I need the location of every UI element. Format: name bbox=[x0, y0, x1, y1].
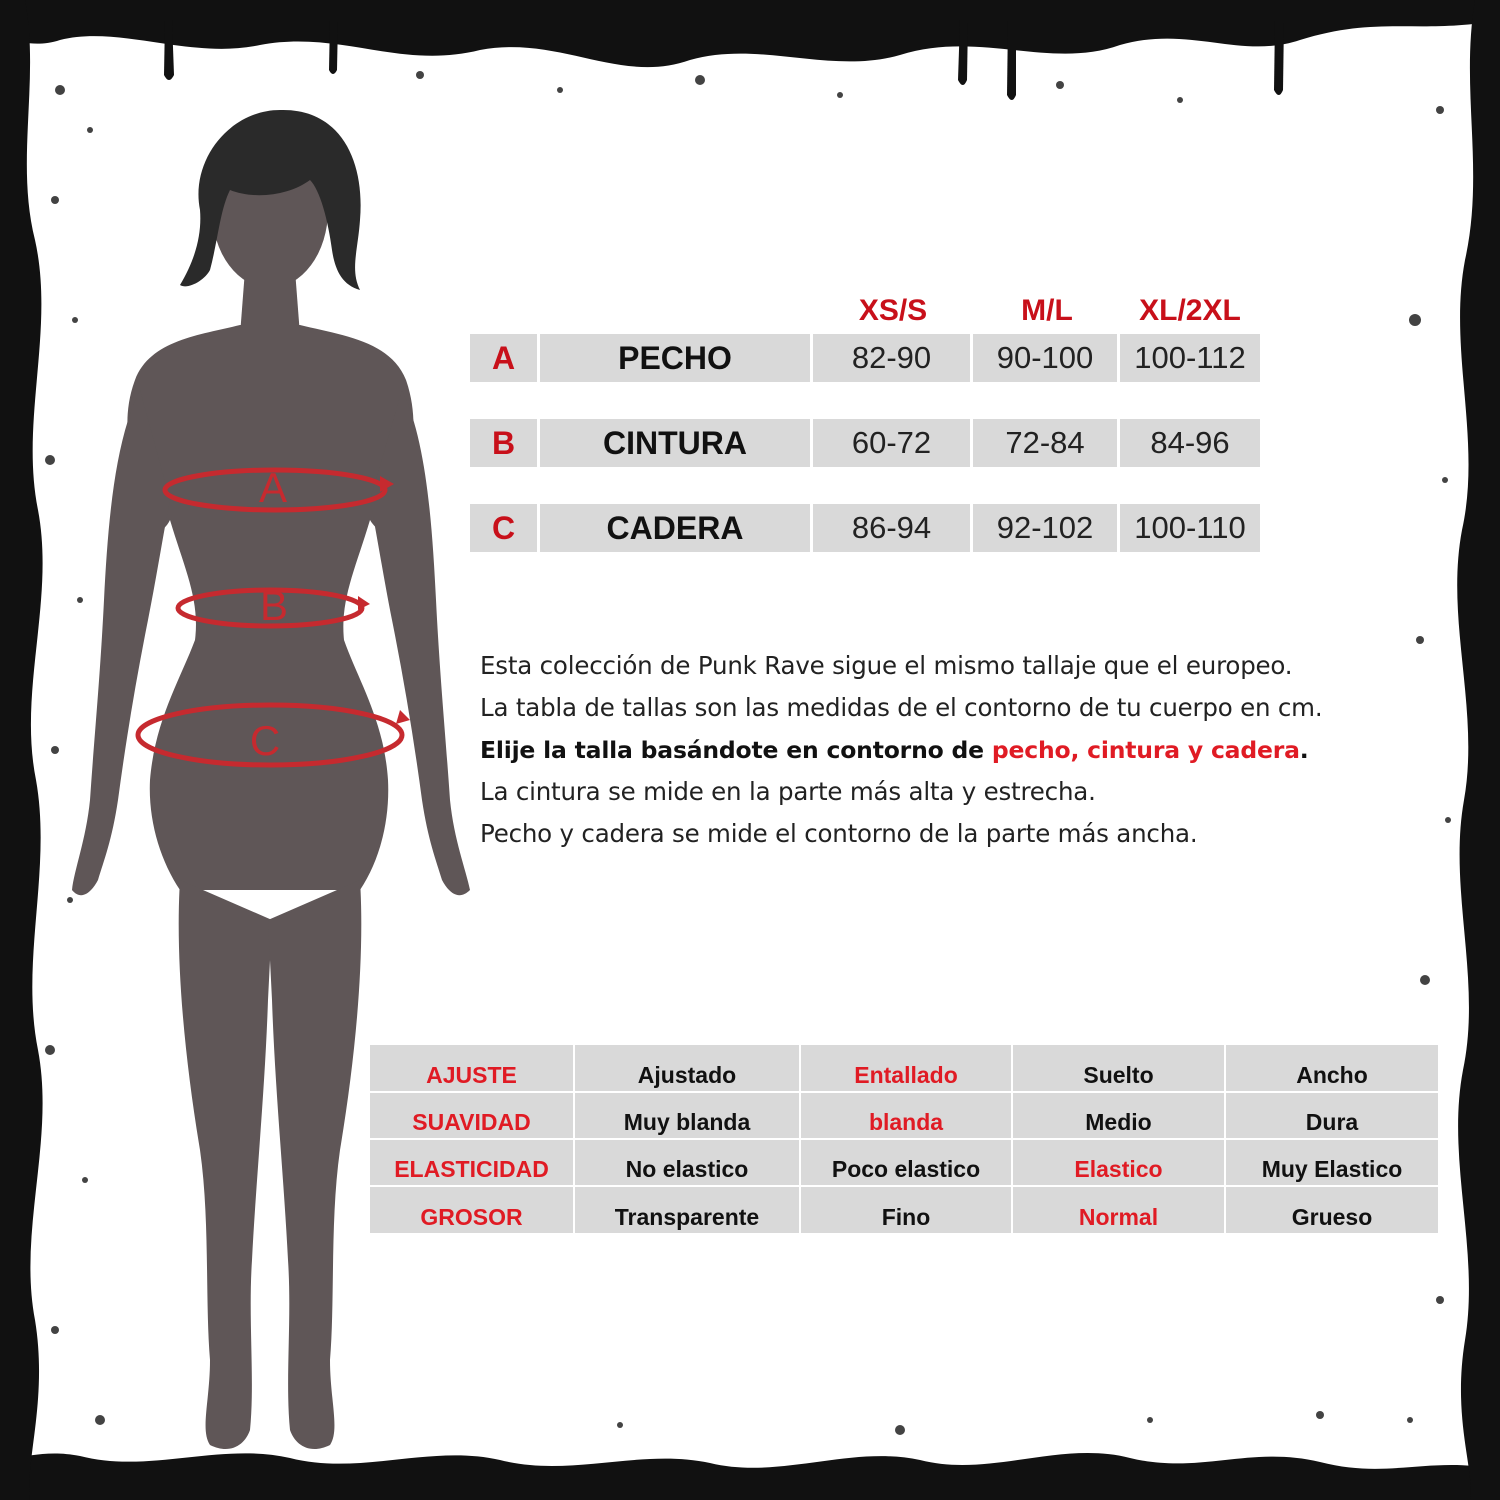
label-a: A bbox=[258, 464, 288, 511]
size-m-l: M/L bbox=[1021, 294, 1073, 327]
row-value: 84-96 bbox=[1150, 425, 1230, 460]
property-option: Transparente bbox=[574, 1186, 800, 1233]
body-silhouette bbox=[60, 100, 490, 1460]
size-row-cadera bbox=[470, 504, 1260, 552]
size-header bbox=[470, 290, 1260, 334]
property-option: Dura bbox=[1225, 1092, 1438, 1139]
label-b: B bbox=[259, 582, 289, 629]
row-value: 90-100 bbox=[973, 334, 1120, 382]
property-label: AJUSTE bbox=[370, 1045, 574, 1092]
row-letter: A bbox=[470, 334, 540, 382]
row-value: 100-112 bbox=[1134, 340, 1246, 375]
row-name: PECHO bbox=[540, 334, 813, 382]
row-letter: C bbox=[470, 504, 540, 552]
property-option: Medio bbox=[1012, 1092, 1225, 1139]
property-option: Fino bbox=[800, 1186, 1012, 1233]
size-xl-2xl: XL/2XL bbox=[1139, 294, 1241, 327]
desc-line: La cintura se mide en la parte más alta y estrecha. bbox=[480, 777, 1096, 806]
row-value: 72-84 bbox=[973, 419, 1120, 467]
property-option: Grueso bbox=[1225, 1186, 1438, 1233]
row-value: 86-94 bbox=[813, 504, 973, 552]
row-letter: B bbox=[470, 419, 540, 467]
desc-line: La tabla de tallas son las medidas de el contorno de tu cuerpo en cm. bbox=[480, 693, 1323, 722]
fabric-properties-table bbox=[370, 1045, 1438, 1233]
size-chart-table bbox=[470, 290, 1260, 552]
property-label: SUAVIDAD bbox=[370, 1092, 574, 1139]
property-row-ajuste bbox=[370, 1045, 1438, 1092]
property-option: Ajustado bbox=[574, 1045, 800, 1092]
property-option-selected: blanda bbox=[800, 1092, 1012, 1139]
size-xs-s: XS/S bbox=[858, 294, 928, 327]
row-value: 92-102 bbox=[973, 504, 1120, 552]
row-value: 100-110 bbox=[1134, 510, 1246, 545]
size-row-pecho bbox=[470, 334, 1260, 382]
property-label: GROSOR bbox=[370, 1186, 574, 1233]
property-option: Ancho bbox=[1225, 1045, 1438, 1092]
property-option: No elastico bbox=[574, 1139, 800, 1186]
row-value: 82-90 bbox=[813, 334, 973, 382]
row-name: CADERA bbox=[540, 504, 813, 552]
desc-line: Esta colección de Punk Rave sigue el mismo tallaje que el europeo. bbox=[480, 651, 1293, 680]
property-row-elasticidad bbox=[370, 1139, 1438, 1186]
property-option: Muy blanda bbox=[574, 1092, 800, 1139]
property-row-grosor bbox=[370, 1186, 1438, 1233]
property-option: Poco elastico bbox=[800, 1139, 1012, 1186]
size-row-cintura bbox=[470, 419, 1260, 467]
property-label: ELASTICIDAD bbox=[370, 1139, 574, 1186]
size-description bbox=[480, 645, 1400, 855]
row-value: 60-72 bbox=[813, 419, 973, 467]
label-c: C bbox=[249, 717, 281, 764]
property-option-selected: Entallado bbox=[800, 1045, 1012, 1092]
row-name: CINTURA bbox=[540, 419, 813, 467]
property-option-selected: Normal bbox=[1012, 1186, 1225, 1233]
property-option-selected: Elastico bbox=[1012, 1139, 1225, 1186]
property-row-suavidad bbox=[370, 1092, 1438, 1139]
desc-line-emphasis: Elije la talla basándote en contorno de pecho, cintura y cadera. bbox=[480, 736, 1309, 764]
property-option: Suelto bbox=[1012, 1045, 1225, 1092]
property-option: Muy Elastico bbox=[1225, 1139, 1438, 1186]
desc-line: Pecho y cadera se mide el contorno de la parte más ancha. bbox=[480, 819, 1198, 848]
